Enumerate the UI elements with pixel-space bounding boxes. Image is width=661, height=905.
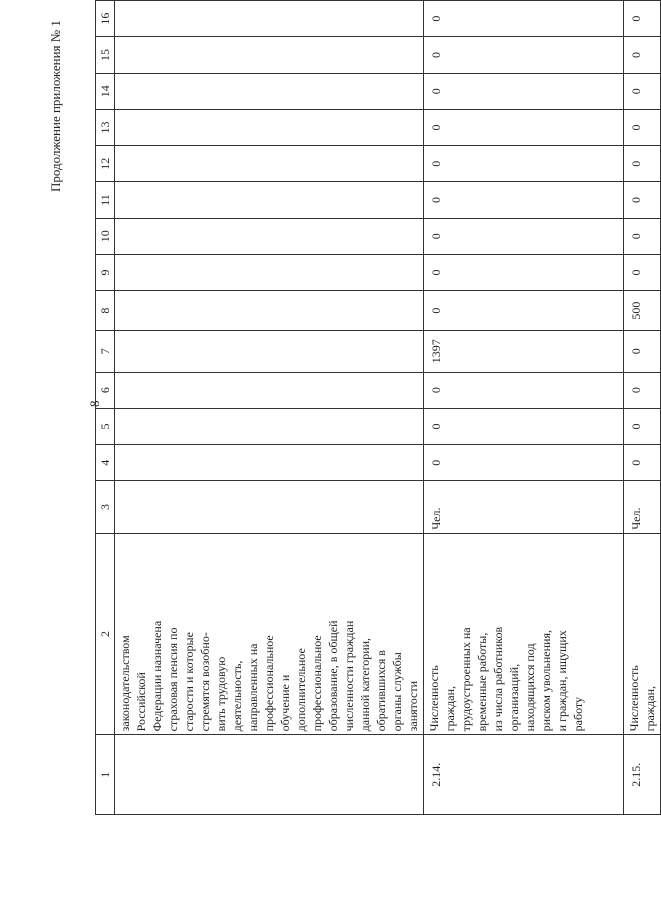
data-table — [95, 0, 661, 815]
column-number: 4 — [96, 445, 115, 481]
value-cell: 500 — [624, 291, 661, 331]
value-cell — [115, 291, 424, 331]
value-cell: 0 — [424, 1, 624, 37]
value-cell: 0 — [624, 330, 661, 372]
unit-cell: Чел. — [624, 481, 661, 533]
value-cell: 0 — [424, 445, 624, 481]
value-cell: 0 — [424, 254, 624, 290]
page-number: 8 — [87, 400, 102, 407]
unit-cell — [115, 481, 424, 533]
table-row — [624, 1, 661, 815]
row-index-cell: 2.15. — [624, 735, 661, 815]
value-cell — [115, 37, 424, 73]
value-cell: 0 — [624, 254, 661, 290]
row-description-cell: законодательством Российской Федерации назначена страховая пенсия по старости и которые стремятся возобно- вить трудовую деятельность, направленных на профессиональное обучение и дополнительное профессиональное образование, в общей численности граждан данной категории, обратившихся в органы службы занятости — [115, 533, 424, 735]
value-cell: 0 — [624, 1, 661, 37]
value-cell: 0 — [624, 73, 661, 109]
value-cell — [115, 330, 424, 372]
column-number: 5 — [96, 408, 115, 444]
value-cell: 0 — [624, 445, 661, 481]
row-index-cell: 2.14. — [424, 735, 624, 815]
column-number: 12 — [96, 146, 115, 182]
column-number: 2 — [96, 533, 115, 735]
column-number: 1 — [96, 735, 115, 815]
column-number: 10 — [96, 218, 115, 254]
value-cell: 0 — [624, 182, 661, 218]
column-number: 8 — [96, 291, 115, 331]
value-cell: 0 — [624, 109, 661, 145]
value-cell — [115, 408, 424, 444]
column-number: 9 — [96, 254, 115, 290]
value-cell: 0 — [624, 408, 661, 444]
column-number: 6 — [96, 372, 115, 408]
column-number: 15 — [96, 37, 115, 73]
value-cell — [115, 372, 424, 408]
row-description-cell: Численность граждан, трудоустроенных на временные работы, из числа работников организаций, находящихся под риском увольнения, и граждан, ищущих работу — [424, 533, 624, 735]
value-cell: 0 — [624, 372, 661, 408]
value-cell: 0 — [624, 37, 661, 73]
column-number: 16 — [96, 1, 115, 37]
value-cell — [115, 109, 424, 145]
column-number: 7 — [96, 330, 115, 372]
value-cell: 0 — [424, 146, 624, 182]
row-index-cell — [115, 735, 424, 815]
column-number: 11 — [96, 182, 115, 218]
value-cell: 1397 — [424, 330, 624, 372]
appendix-label: Продолжение приложения № 1 — [48, 20, 63, 192]
value-cell — [115, 73, 424, 109]
table-row — [115, 1, 424, 815]
value-cell — [115, 1, 424, 37]
value-cell: 0 — [624, 146, 661, 182]
column-number: 14 — [96, 73, 115, 109]
value-cell — [115, 254, 424, 290]
value-cell: 0 — [424, 291, 624, 331]
value-cell — [115, 218, 424, 254]
value-cell: 0 — [424, 73, 624, 109]
value-cell — [115, 182, 424, 218]
column-number: 13 — [96, 109, 115, 145]
value-cell — [115, 146, 424, 182]
row-description-cell: Численность граждан, — [624, 533, 661, 735]
value-cell: 0 — [424, 218, 624, 254]
unit-cell: Чел. — [424, 481, 624, 533]
column-number-row — [96, 1, 115, 815]
value-cell: 0 — [424, 37, 624, 73]
value-cell: 0 — [424, 372, 624, 408]
table-row — [424, 1, 624, 815]
value-cell: 0 — [424, 109, 624, 145]
value-cell: 0 — [424, 182, 624, 218]
value-cell — [115, 445, 424, 481]
value-cell: 0 — [424, 408, 624, 444]
column-number: 3 — [96, 481, 115, 533]
value-cell: 0 — [624, 218, 661, 254]
